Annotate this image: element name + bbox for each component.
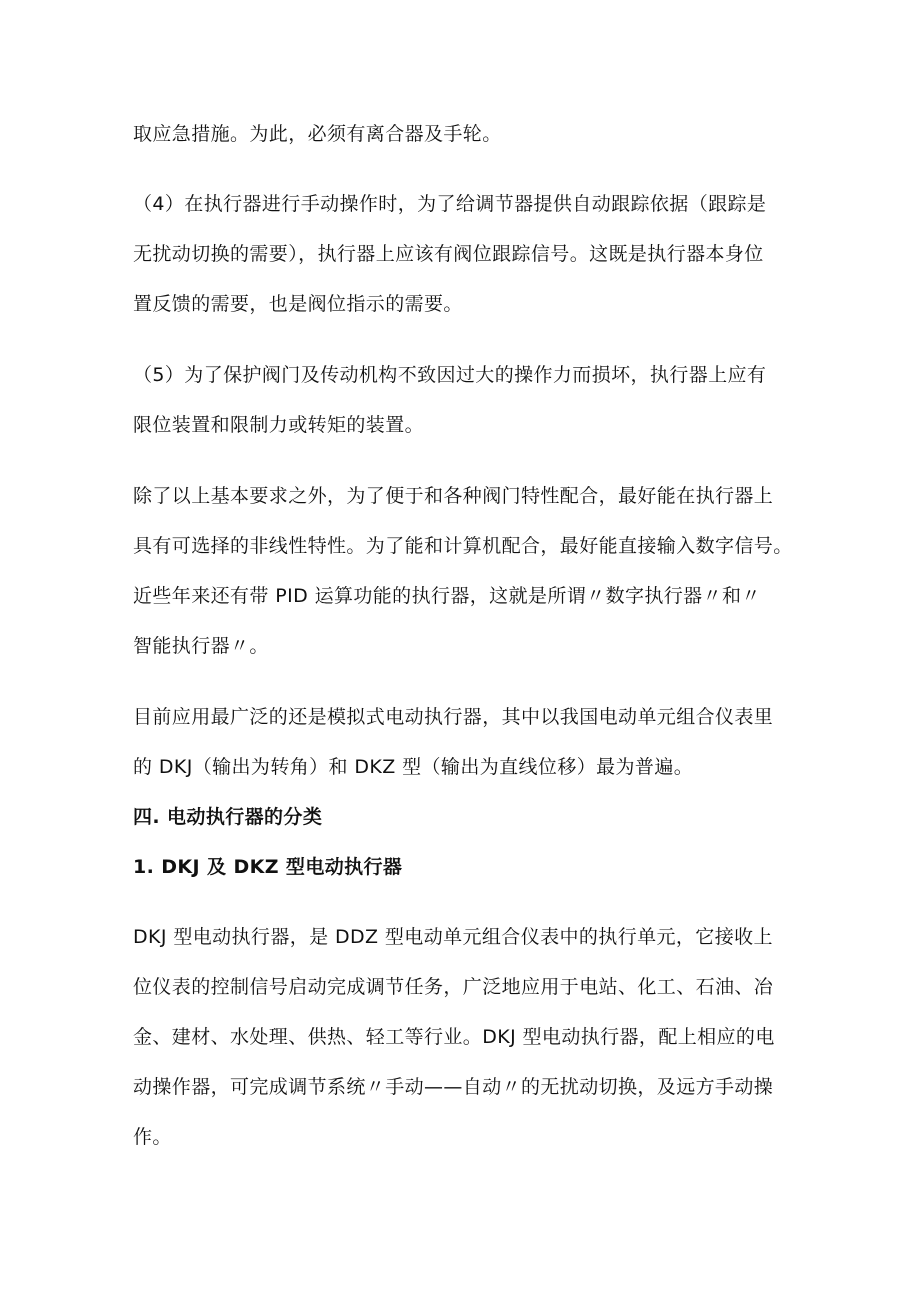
text-line: 取应急措施。为此，必须有离合器及手轮。 (133, 123, 502, 145)
text-line: 近些年来还有带 PID 运算功能的执行器，这就是所谓〃数字执行器〃和〃 (133, 585, 761, 607)
text-line: 置反馈的需要，也是阀位指示的需要。 (133, 293, 463, 315)
text-line: 的 DKJ（输出为转角）和 DKZ 型（输出为直线位移）最为普遍。 (133, 756, 694, 778)
text-line: 动操作器，可完成调节系统〃手动——自动〃的无扰动切换，及远方手动操 (133, 1076, 774, 1098)
text-line: 金、建材、水处理、供热、轻工等行业。DKJ 型电动执行器，配上相应的电 (133, 1026, 775, 1048)
text-line: （5）为了保护阀门及传动机构不致因过大的操作力而损坏，执行器上应有 (133, 364, 767, 386)
section-heading: 四. 电动执行器的分类 (133, 806, 323, 828)
text-line: （4）在执行器进行手动操作时，为了给调节器提供自动跟踪依据（跟踪是 (133, 193, 767, 215)
text-line: 作。 (133, 1126, 172, 1148)
text-line: 无扰动切换的需要），执行器上应该有阀位跟踪信号。这既是执行器本身位 (133, 243, 764, 265)
text-line: DKJ 型电动执行器，是 DDZ 型电动单元组合仪表中的执行单元，它接收上 (133, 926, 773, 948)
text-line: 智能执行器〃。 (133, 635, 269, 657)
text-line: 位仪表的控制信号启动完成调节任务，广泛地应用于电站、化工、石油、冶 (133, 976, 774, 998)
text-line: 目前应用最广泛的还是模拟式电动执行器，其中以我国电动单元组合仪表里 (133, 706, 774, 728)
subsection-heading: 1. DKJ 及 DKZ 型电动执行器 (133, 856, 403, 878)
text-line: 限位装置和限制力或转矩的装置。 (133, 414, 425, 436)
text-line: 具有可选择的非线性特性。为了能和计算机配合，最好能直接输入数字信号。 (133, 535, 793, 557)
text-line: 除了以上基本要求之外，为了便于和各种阀门特性配合，最好能在执行器上 (133, 485, 774, 507)
